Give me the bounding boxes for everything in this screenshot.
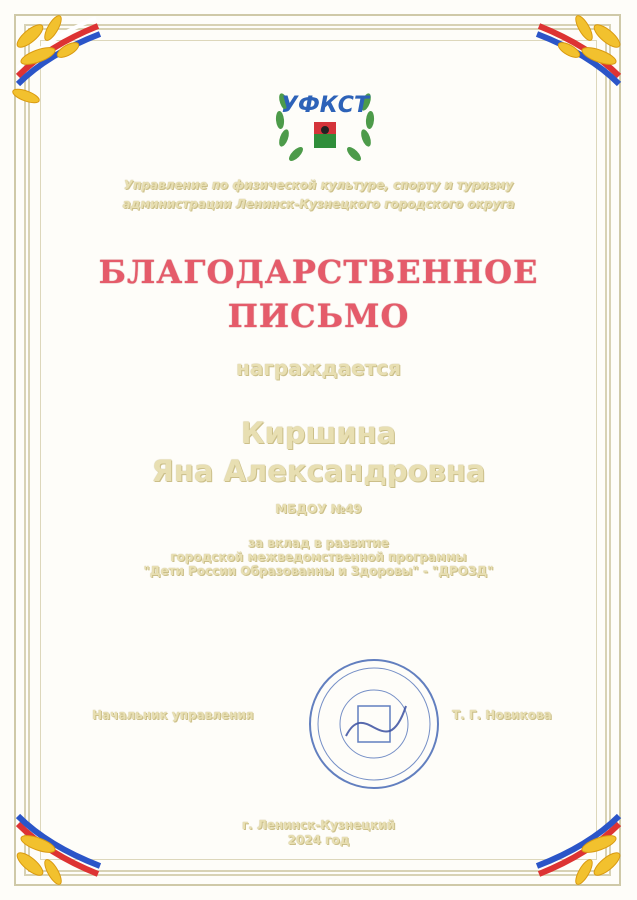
recipient-name [40,414,597,490]
title-line: ПИСЬМО [227,297,410,335]
reason-line: "Дети России Образованны и Здоровы" - "ДРОЗД" [143,564,494,578]
org-line: Управление по физической культуре, спорту и туризму [123,178,514,192]
official-stamp-icon [306,656,442,792]
reason-line: за вклад в развитие [248,536,389,550]
signatory-position: Начальник управления [92,708,254,722]
place-and-date [40,818,597,848]
issuing-organization [40,176,597,214]
svg-text:УФКСТ: УФКСТ [281,93,369,118]
award-reason [40,536,597,578]
org-line: администрации Ленинск-Кузнецкого городского округа [122,197,515,211]
document-title [40,250,597,338]
title-line: БЛАГОДАРСТВЕННОЕ [98,253,539,291]
year: 2024 год [287,833,350,847]
reason-line: городской межведомственной программы [170,550,467,564]
corner-laurel-icon [8,6,128,126]
awarded-label: награждается [236,356,401,380]
recipient-organization: МБДОУ №49 [275,502,362,516]
corner-laurel-icon [509,6,629,126]
sports-committee-logo-icon [270,62,380,172]
recipient-surname: Киршина [240,416,397,450]
city: г. Ленинск-Кузнецкий [241,818,396,832]
recipient-given-names: Яна Александровна [151,454,486,488]
signatory-name: Т. Г. Новикова [452,708,552,722]
